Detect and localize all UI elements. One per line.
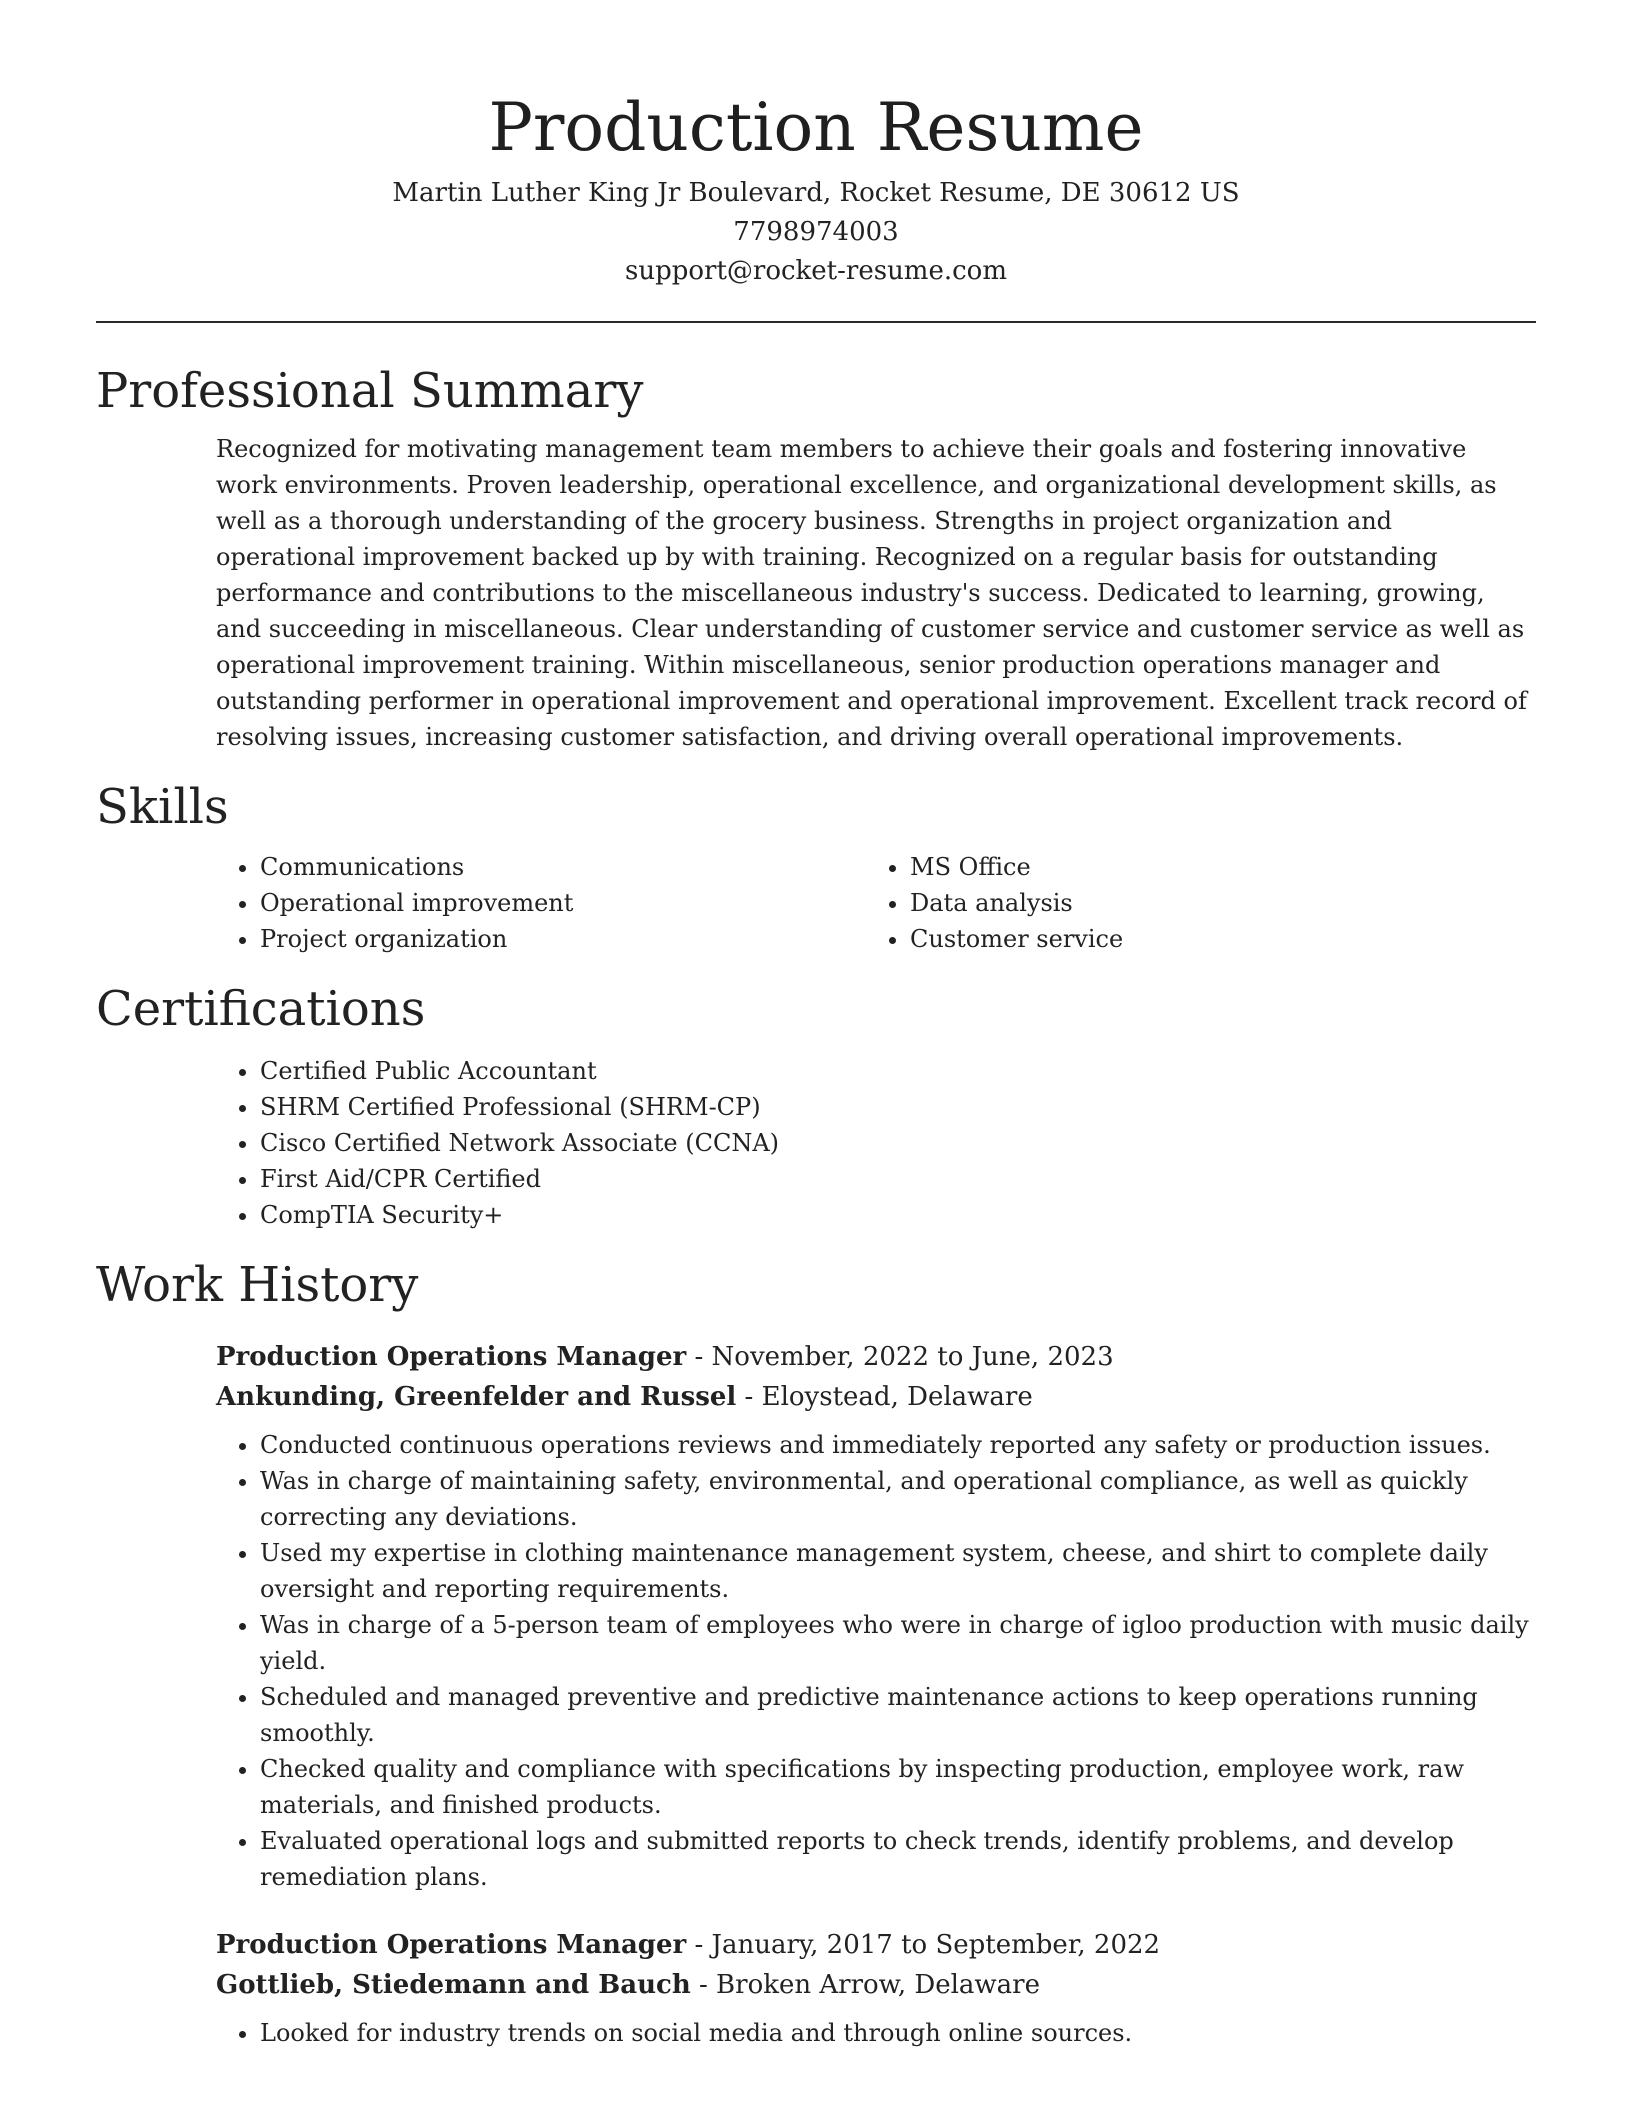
skills-heading: Skills xyxy=(96,779,229,835)
job-location: - Eloystead, Delaware xyxy=(736,1382,1033,1412)
certifications-list xyxy=(216,1053,1536,1233)
certification-item: • CompTIA Security+ xyxy=(260,1197,1536,1233)
summary-section xyxy=(96,361,1536,755)
contact-email: support@rocket-resume.com xyxy=(624,256,1007,286)
header-divider xyxy=(96,321,1536,323)
job-duty-item: • Evaluated operational logs and submitted reports to check trends, identify problems, and develop remediation plans. xyxy=(260,1823,1536,1895)
skill-item: • Customer service xyxy=(910,921,1516,957)
summary-heading: Professional Summary xyxy=(96,363,644,419)
job-duty-item: • Used my expertise in clothing maintenance management system, cheese, and shirt to complete daily oversight and reporting requirements. xyxy=(260,1535,1536,1607)
resume-header xyxy=(96,0,1536,291)
job-title-line xyxy=(216,1337,1536,1377)
job-title: Production Operations Manager xyxy=(216,1342,687,1372)
job-company-line xyxy=(216,1965,1536,2005)
skill-item: • Project organization xyxy=(260,921,866,957)
job-entry xyxy=(216,1337,1536,1895)
certification-item: • Cisco Certified Network Associate (CCNA) xyxy=(260,1125,1536,1161)
job-duties-list xyxy=(216,1427,1536,1895)
skills-list-left xyxy=(216,849,866,957)
skills-grid xyxy=(216,849,1536,957)
skill-item: • Operational improvement xyxy=(260,885,866,921)
contact-address: Martin Luther King Jr Boulevard, Rocket Resume, DE 30612 US xyxy=(392,178,1240,208)
contact-phone: 7798974003 xyxy=(733,217,899,247)
job-duty-item: • Was in charge of a 5-person team of employees who were in charge of igloo production with music daily yield. xyxy=(260,1607,1536,1679)
job-duty-item: • Scheduled and managed preventive and predictive maintenance actions to keep operations running smoothly. xyxy=(260,1679,1536,1751)
certification-item: • First Aid/CPR Certified xyxy=(260,1161,1536,1197)
work-history-section xyxy=(96,1255,1536,2051)
summary-text: Recognized for motivating management team members to achieve their goals and fostering innovative work environments. Proven leadership, operational excellence, and organizational development skills, as well as a thorough understanding of the grocery business. Strengths in project organization and operational improvement backed up by with training. Recognized on a regular basis for outstanding performance and contributions to the miscellaneous industry's success. Dedicated to learning, growing, and succeeding in miscellaneous. Clear understanding of customer service and customer service as well as operational improvement training. Within miscellaneous, senior production operations manager and outstanding performer in operational improvement and operational improvement. Excellent track record of resolving issues, increasing customer satisfaction, and driving overall operational improvements. xyxy=(216,435,1527,751)
job-duty-item: • Conducted continuous operations reviews and immediately reported any safety or production issues. xyxy=(260,1427,1536,1463)
job-dates: - January, 2017 to September, 2022 xyxy=(686,1930,1161,1960)
job-duty-item: • Was in charge of maintaining safety, environmental, and operational compliance, as well as quickly correcting any deviations. xyxy=(260,1463,1536,1535)
certification-item: • SHRM Certified Professional (SHRM-CP) xyxy=(260,1089,1536,1125)
skill-item: • Communications xyxy=(260,849,866,885)
job-company: Gottlieb, Stiedemann and Bauch xyxy=(216,1970,691,2000)
work-history-heading: Work History xyxy=(96,1257,419,1313)
job-dates: - November, 2022 to June, 2023 xyxy=(686,1342,1114,1372)
job-duties-list xyxy=(216,2015,1536,2051)
job-company-line xyxy=(216,1377,1536,1417)
certifications-section xyxy=(96,979,1536,1233)
job-company: Ankunding, Greenfelder and Russel xyxy=(216,1382,737,1412)
skill-item: • MS Office xyxy=(910,849,1516,885)
job-duty-item: • Looked for industry trends on social media and through online sources. xyxy=(260,2015,1536,2051)
job-location: - Broken Arrow, Delaware xyxy=(690,1970,1040,2000)
skills-section xyxy=(96,777,1536,957)
job-title: Production Operations Manager xyxy=(216,1930,687,1960)
skill-item: • Data analysis xyxy=(910,885,1516,921)
certification-item: • Certified Public Accountant xyxy=(260,1053,1536,1089)
job-duty-item: • Checked quality and compliance with specifications by inspecting production, employee work, raw materials, and finished products. xyxy=(260,1751,1536,1823)
skills-list-right xyxy=(866,849,1516,957)
job-entry xyxy=(216,1925,1536,2051)
page-title: Production Resume xyxy=(488,89,1144,166)
job-title-line xyxy=(216,1925,1536,1965)
resume-page xyxy=(96,0,1536,2051)
certifications-heading: Certifications xyxy=(96,981,426,1037)
